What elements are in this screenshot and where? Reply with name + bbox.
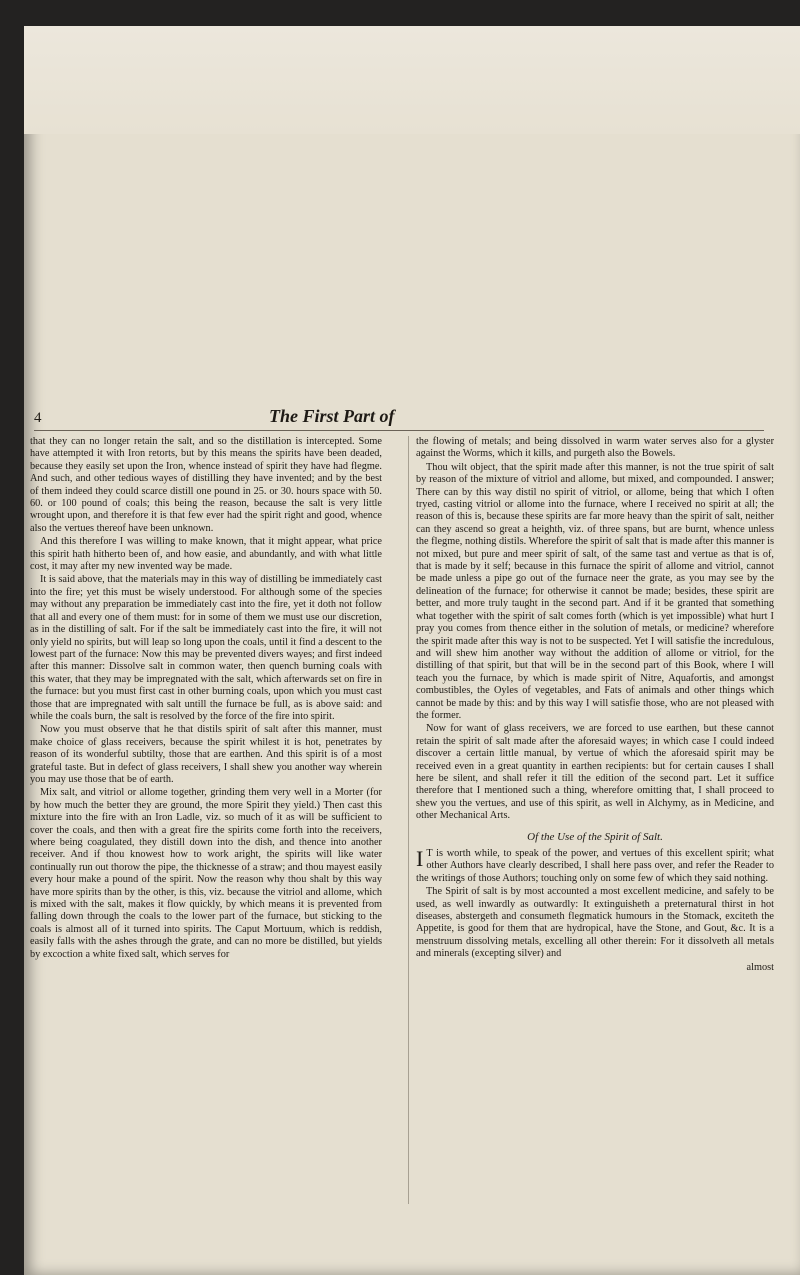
paragraph: And this therefore I was willing to make known, that it might appear, what price this spirit hath hitherto been of, and how easie, and abundantly, and with what little cost, it may after my new invented way be made. — [30, 536, 382, 573]
header-rule — [34, 430, 764, 431]
paragraph: Now for want of glass receivers, we are forced to use earthen, but these cannot retain the spirit of salt made after the aforesaid wayes; in which case I could indeed discover a certain little manual, by vertue of which the aforesaid spirit may be received even in a great quantity in earthen recipients: but for certain causes I shall here be silent, and shall refer it till the edition of the second part. Let it suffice therefore that I mentioned such a thing, wherefore omitting that, I shall proceed to shew you the vertues, and use of this spirit, as well in Alchymy, as in Medicine, and other Mechanical Arts. — [416, 723, 774, 822]
paragraph: that they can no longer retain the salt, and so the distillation is intercepted. Some have attempted it with Iron retorts, but by this means the spirits have been deaded, because they easily set upon the Iron, whence instead of spirit they have had flegme. And such, and other tedious wayes of distilling they have invented; and by the best of them indeed they could scarce distill one pound in 25. or 30. hours space with 50. 60. or 100 pound of coals; this being the reason, because the salt is very little wrought upon, and therefore it is that few ever had the spirit right and good, whence also the vertues thereof have been unknown. — [30, 436, 382, 534]
catchword: almost — [746, 961, 774, 973]
paragraph: The Spirit of salt is by most accounted a most excellent medicine, and safely to be used, as well inwardly as outwardly: It extinguisheth a preternatural thirst in hot diseases, abstergeth and consumeth flegmatick humours in the Stomack, exciteth the Appetite, is good for them that are hydropical, have the Stone, and Gout, &c. It is a menstruum dissolving metals, excelling all other therein: For it dissolveth all metals and minerals (excepting silver) and — [416, 886, 774, 960]
column-divider — [408, 436, 409, 1204]
page-number: 4 — [34, 410, 42, 426]
paragraph: the flowing of metals; and being dissolved in warm water serves also for a glyster against the Worms, which it kills, and purgeth also the Bowels. — [416, 436, 774, 460]
paragraph: Now you must observe that he that distils spirit of salt after this manner, must make choice of glass receivers, because the spirit whilest it is hot, penetrates by reason of its wonderful subtilty, those that are earthen. And this spirit is of a most grateful taste. But in defect of glass receivers, I shall shew you another way wherein you may use those that be of earth. — [30, 724, 382, 785]
left-column — [30, 436, 382, 962]
page-header — [34, 404, 764, 430]
paragraph: Mix salt, and vitriol or allome together, grinding them very well in a Morter (for by how much the better they are ground, the more Spirit they yield.) Then cast this mixture into the fire with an Iron Ladle, viz. so much of it as will be sufficient to cover the coals, and then with a great fire the spirits come forth into the receivers, where being coagulated, they distill down into the dish, and thence into another receiver. And if thou knowest how to work aright, the spirits will like water continually run out thorow the pipe, the thicknesse of a straw; and thou mayest easily every hour make a pound of the spirit. Now the reason why thou shalt by this way have more spirits than by the other, is this, viz. because the vitriol and allome, which is mixed with the salt, makes it flow quickly, by which means it is prevented from falling down through the coals to the lower part of the furnace, but sticking to the coals is almost all of it turned into spirits. The Caput Mortuum, which is reddish, easily falls with the ashes through the grate, and can no more be distilled, but yields by excoction a white fixed salt, which serves for — [30, 787, 382, 960]
running-title: The First Part of — [269, 406, 395, 426]
paragraph-text: T is worth while, to speak of the power, and vertues of this excellent spirit; what other Authors have clearly described, I shall here pass over, and refer the Reader to the writings of those Authors; touching only on some few of which they said nothing. — [416, 848, 774, 884]
paragraph: It is said above, that the materials may in this way of distilling be immediately cast into the fire; yet this must be wisely understood. For although some of the species may without any preparation be immediately cast into the fire, yet it doth not follow that all and every one of them must: for in some of them we must use our discretion, as in the distilling of salt. For if the salt be immediately cast into the fire, it will not only yield no spirits, but will leap so long upon the coals, until it find a descent to the lowest part of the furnace: Now this may be prevented divers wayes; and first indeed after this manner: Dissolve salt in common water, then quench burning coals with this water, that they may be impregnated with the salt, which afterwards set on fire in the furnace: but you must first cast in other burning coals, upon which you must cast those that are impregnated with salt untill the furnace be full, as is above said: and while the coals burn, the salt is resolved by the force of the fire into spirit. — [30, 574, 382, 722]
paragraph — [416, 848, 774, 885]
right-column — [416, 436, 774, 975]
paragraph: Thou wilt object, that the spirit made after this manner, is not the true spirit of salt by reason of the mixture of vitriol and allome, but mixed, and compounded. I answer; There can by this way distil no spirit of vitriol, or allome, being that which I often tryed, casting vitriol or allome into the furnace, where I received no spirit at all; the reason of this is, because these spirits are far more heavy than the spirit of salt, neither can they ascend so great a heighth, viz. of three spans, but are burnt, whence unless the flegme, nothing distils. Wherefore the spirit of salt that is made after this manner is not mixed, but pure and meer spirit of salt, of the same tast and vertue as that is of, that is made by it self; because in this furnace the spirit of allome and vitriol, cannot be made unless a pipe go out of the furnace neer the grate, as you may see by the delineation of the furnace; for otherwise it cannot be made; besides, these spirit are better, and more truly taught in the second part. And if it be granted that something what together with the spirit of salt comes forth (which is yet impossible) what hurt I pray you comes from thence either in the solution of metals, or medicine? wherefore the spirit made after this way is not to be suspected. Yet I will satisfie the incredulous, and will shew him another way without the addition of allome or vitriol, for the distilling of that spirit, but that will be in the second part of this Book, where I will teach you the furnace, by which is made spirit of Nitre, Aquafortis, and amongst combustibles, the Oyles of vegetables, and Fats of animals and other things which cannot be made by this: and by this way I will satisfie those, who are not pleased with the former. — [416, 461, 774, 721]
drop-capital: I — [416, 846, 424, 871]
section-heading: Of the Use of the Spirit of Salt. — [527, 830, 663, 843]
